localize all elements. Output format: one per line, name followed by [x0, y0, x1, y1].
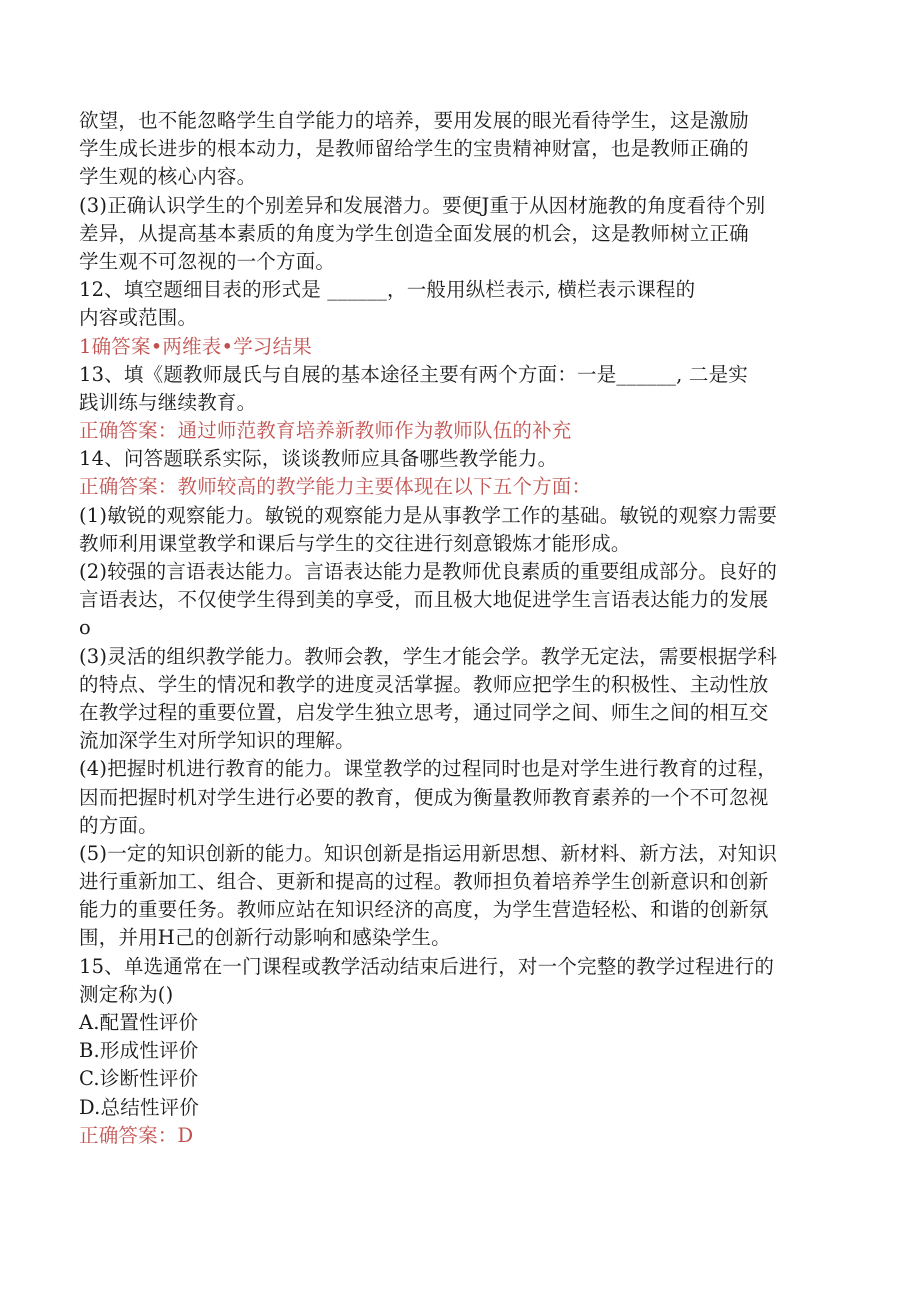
option-b: B.形成性评价: [79, 1039, 199, 1063]
answer-12: 1确答案•两维表•学习结果: [79, 334, 313, 358]
text-line: 内容或范围。: [79, 306, 198, 330]
text-line: 在教学过程的重要位置，启发学生独立思考，通过同学之间、师生之间的相互交: [79, 700, 769, 724]
text-line: 学生观的核心内容。: [79, 165, 257, 189]
text-line: 践训练与继续教育。: [79, 390, 257, 414]
text-line: 的特点、学生的情况和教学的进度灵活掌握。教师应把学生的积极性、主动性放: [79, 672, 769, 696]
option-d: D.总结性评价: [79, 1095, 200, 1119]
text-line: (4)把握时机进行教育的能力。课堂教学的过程同时也是对学生进行教育的过程，: [79, 757, 778, 781]
text-line: 学生成长进步的根本动力，是教师留给学生的宝贵精神财富，也是教师正确的: [79, 137, 749, 161]
text-line: 学生观不可忽视的一个方面。: [79, 249, 336, 273]
option-a: A.配置性评价: [79, 1011, 199, 1034]
text-line: 差异，从提高基本素质的角度为学生创造全面发展的机会，这是教师树立正确: [79, 221, 749, 245]
question-14-line: 14、问答题联系实际，谈谈教师应具备哪些教学能力。: [79, 447, 558, 471]
text-line: (5)一定的知识创新的能力。知识创新是指运用新思想、新材料、新方法，对知识: [79, 841, 778, 865]
text-line: 进行重新加工、组合、更新和提高的过程。教师担负着培养学生创新意识和创新: [79, 870, 769, 894]
answer-15: 正确答案：D: [79, 1123, 194, 1147]
option-c: C.诊断性评价: [79, 1067, 199, 1091]
document-page: [79, 107, 839, 1150]
text-line: 流加深学生对所学知识的理解。: [79, 729, 355, 753]
text-line: (1)敏锐的观察能力。敏锐的观察能力是从事教学工作的基础。敏锐的观察力需要: [79, 503, 778, 527]
question-15-line: 15、单选通常在一门课程或教学活动结束后进行，对一个完整的教学过程进行的: [79, 954, 775, 978]
text-line: 欲望，也不能忽略学生自学能力的培养，要用发展的眼光看待学生，这是激励: [79, 109, 749, 132]
text-line: (3)正确认识学生的个别差异和发展潜力。要便J重于从因材施教的角度看待个别: [79, 193, 766, 217]
text-line: o: [79, 616, 91, 640]
text-line: 测定称为(): [79, 982, 174, 1006]
question-13-line: 13、填《题教师晟氏与自展的基本途径主要有两个方面：一是______, 二是实: [79, 362, 749, 386]
text-line: (3)灵活的组织教学能力。教师会教，学生才能会学。教学无定法，需要根据学科: [79, 644, 778, 668]
text-line: 的方面。: [79, 813, 158, 837]
text-line: 言语表达，不仅使学生得到美的享受，而且极大地促进学生言语表达能力的发展: [79, 588, 769, 612]
question-12-line: 12、填空题细目表的形式是 ______，一般用纵栏表示, 横栏表示课程的: [79, 278, 696, 302]
text-line: 教师利用课堂教学和课后与学生的交往进行刻意锻炼才能形成。: [79, 531, 631, 555]
answer-14: 正确答案：教师较高的教学能力主要体现在以下五个方面：: [79, 475, 592, 499]
text-line: 能力的重要任务。教师应站在知识经济的高度，为学生营造轻松、和谐的创新氛: [79, 898, 769, 922]
answer-13: 正确答案：通过师范教育培养新教师作为教师队伍的补充: [79, 419, 572, 443]
text-line: (2)较强的言语表达能力。言语表达能力是教师优良素质的重要组成部分。良好的: [79, 560, 778, 583]
text-line: 因而把握时机对学生进行必要的教育，便成为衡量教师教育素养的一个不可忽视: [79, 785, 769, 809]
text-line: 围，并用H己的创新行动影响和感染学生。: [79, 926, 451, 950]
